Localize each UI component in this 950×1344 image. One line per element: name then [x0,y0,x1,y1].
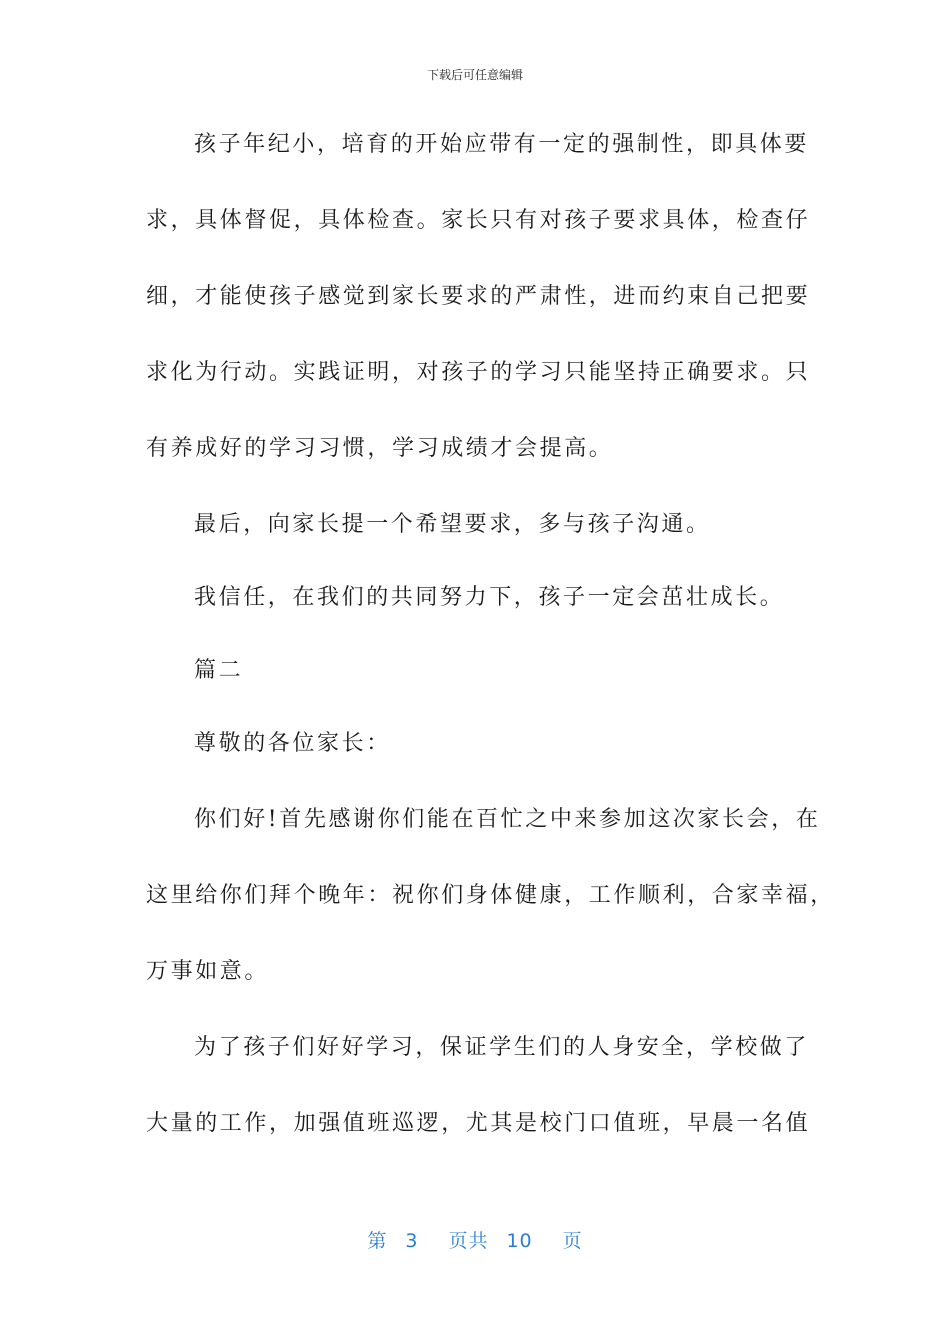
total-page-count: 10 [506,1230,533,1252]
paragraph-line: 求化为行动。实践证明，对孩子的学习只能坚持正确要求。只 [146,360,811,385]
paragraph-line: 最后，向家长提一个希望要求，多与孩子沟通。 [194,512,711,537]
page-footer [0,1226,950,1253]
paragraph-line: 这里给你们拜个晚年：祝你们身体健康，工作顺利，合家幸福， [146,883,835,908]
paragraph-line: 我信任，在我们的共同努力下，孩子一定会茁壮成长。 [194,585,785,610]
header-note: 下载后可任意编辑 [426,68,523,82]
paragraph-line: 有养成好的学习习惯，学习成绩才会提高。 [146,436,614,461]
paragraph-line: 万事如意。 [146,959,270,984]
paragraph-line: 你们好!首先感谢你们能在百忙之中来参加这次家长会，在 [194,807,821,832]
salutation: 尊敬的各位家长： [194,731,391,756]
document-body [146,126,835,1143]
section-heading: 篇二 [194,658,244,683]
page-prefix: 第 [367,1230,388,1252]
paragraph-line: 求，具体督促，具体检查。家长只有对孩子要求具体，检查仔 [146,208,811,233]
page-suffix: 页 [562,1230,583,1252]
page-middle-text: 页共 [448,1230,489,1252]
paragraph-line: 细，才能使孩子感觉到家长要求的严肃性，进而约束自己把要 [146,284,811,309]
paragraph-line: 大量的工作，加强值班巡逻，尤其是校门口值班，早晨一名值 [146,1111,811,1136]
paragraph-line: 孩子年纪小，培育的开始应带有一定的强制性，即具体要 [194,132,810,157]
paragraph-line: 为了孩子们好好学习，保证学生们的人身安全，学校做了 [194,1035,810,1060]
current-page-number: 3 [405,1230,419,1252]
